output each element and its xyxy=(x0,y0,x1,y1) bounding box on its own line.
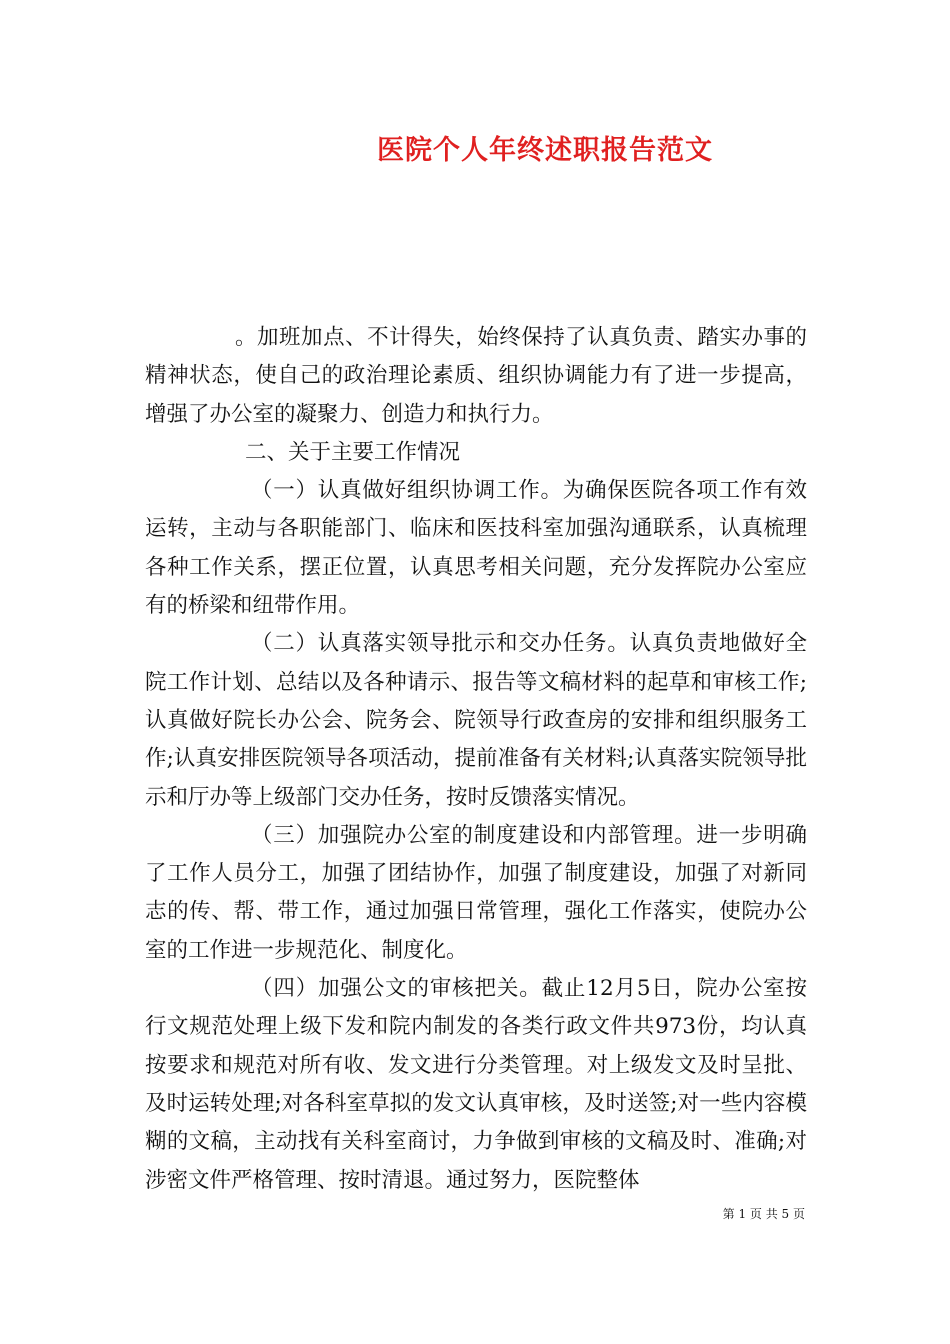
paragraph-intro: 。加班加点、不计得失，始终保持了认真负责、踏实办事的精神状态，使自己的政治理论素质、组织协调能力有了进一步提高，增强了办公室的凝聚力、创造力和执行力。 xyxy=(145,325,807,427)
document-title: 医院个人年终述职报告范文 xyxy=(377,135,713,166)
section-heading: 二、关于主要工作情况 xyxy=(245,439,461,465)
paragraph-item-1: （一）认真做好组织协调工作。为确保医院各项工作有效运转，主动与各职能部门、临床和医技科室加强沟通联系，认真梳理各种工作关系，摆正位置，认真思考相关问题，充分发挥院办公室应有的桥梁和纽带作用。 xyxy=(145,478,807,619)
document-body xyxy=(145,319,807,1200)
paragraph-item-2: （二）认真落实领导批示和交办任务。认真负责地做好全院工作计划、总结以及各种请示、报告等文稿材料的起草和审核工作;认真做好院长办公会、院务会、院领导行政查房的安排和组织服务工作;认真安排医院领导各项活动，提前准备有关材料;认真落实院领导批示和厅办等上级部门交办任务，按时反馈落实情况。 xyxy=(145,631,807,810)
page-footer: 第 1 页 共 5 页 xyxy=(722,1207,805,1221)
paragraph-item-4: （四）加强公文的审核把关。截止12月5日，院办公室按行文规范处理上级下发和院内制发的各类行政文件共973份，均认真按要求和规范对所有收、发文进行分类管理。对上级发文及时呈批、及时运转处理;对各科室草拟的发文认真审核，及时送签;对一些内容模糊的文稿，主动找有关科室商讨，力争做到审核的文稿及时、准确;对涉密文件严格管理、按时清退。通过努力，医院整体 xyxy=(145,976,807,1193)
paragraph-item-3: （三）加强院办公室的制度建设和内部管理。进一步明确了工作人员分工，加强了团结协作，加强了制度建设，加强了对新同志的传、帮、带工作，通过加强日常管理，强化工作落实，使院办公室的工作进一步规范化、制度化。 xyxy=(145,822,807,963)
